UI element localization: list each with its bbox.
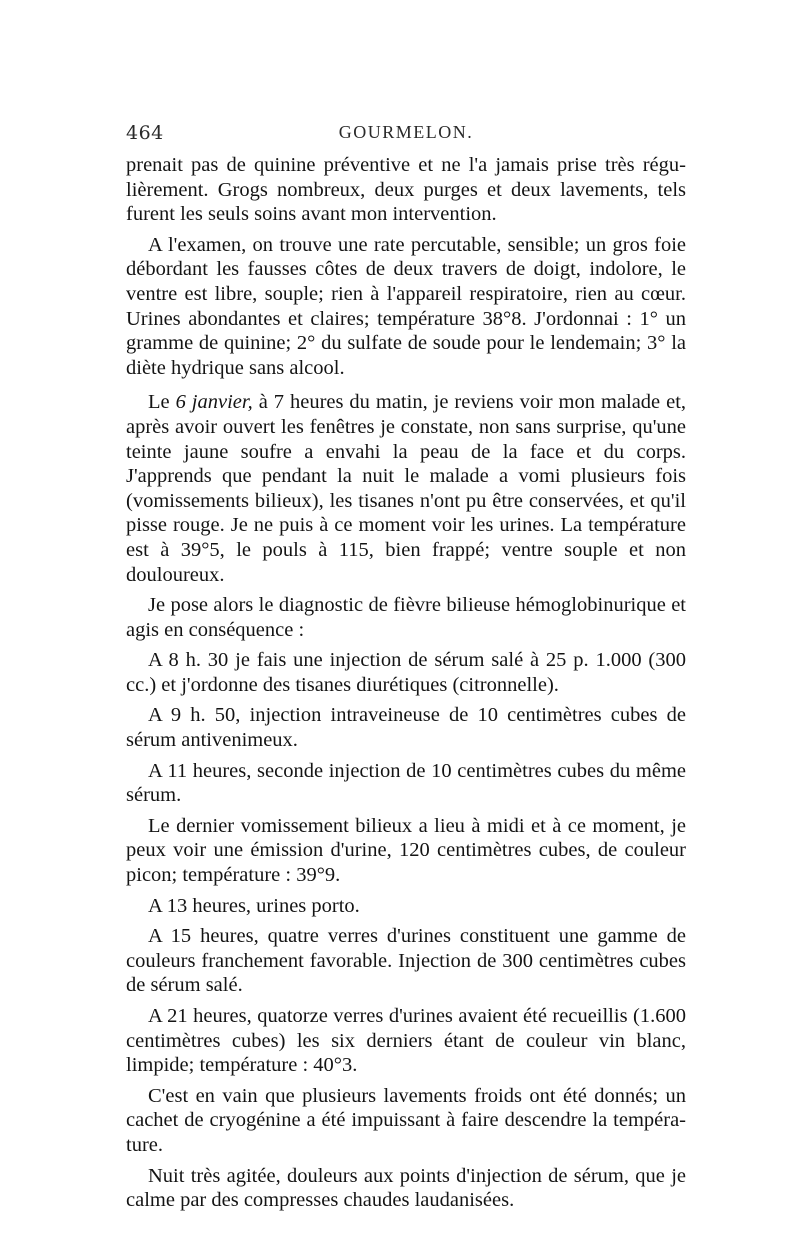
- date-italic: 6 janvier,: [175, 391, 253, 414]
- page-header: [126, 122, 686, 150]
- body-text: [126, 153, 686, 1219]
- paragraph-11h: A 11 heures, seconde injection de 10 centimètres cubes du même sérum.: [126, 759, 686, 807]
- date-prefix: Le: [148, 391, 176, 414]
- paragraph-midi: Le dernier vomissement bilieux a lieu à midi et à ce moment, je peux voir une émission d'urine, 120 centimètres cubes, de couleur picon; température : 39°9.: [126, 814, 686, 887]
- paragraph-13h: A 13 heures, urines porto.: [148, 894, 360, 917]
- paragraph-continued: prenait pas de quinine préventive et ne l'a jamais prise très régulièrement. Grogs nombreux, deux purges et deux lavements, tels furent les seuls soins avant mon intervention.: [126, 154, 686, 226]
- paragraph-21h: A 21 heures, quatorze verres d'urines avaient été recueillis (1.600 centimètres cubes) les six derniers étant de couleur vin blanc, limpide; température : 40°3.: [126, 1005, 686, 1077]
- paragraph-9h50: A 9 h. 50, injection intraveineuse de 10 centimètres cubes de sérum antivenimeux.: [126, 704, 686, 752]
- paragraph-examen: A l'examen, on trouve une rate percutable, sensible; un gros foie débordant les fausses côtes de deux travers de doigt, indolore, le ventre est libre, souple; rien à l'appareil respiratoire, rien au cœur. Urines abondantes et claires; température 38°8. J'ordonnai : 1° un gramme de quinine; 2° du sulfate de soude pour le lendemain; 3° la diète hydrique sans alcool.: [126, 233, 686, 379]
- paragraph-15h: A 15 heures, quatre verres d'urines constituent une gamme de couleurs franchement favorable. Injection de 300 centimètres cubes de sérum salé.: [126, 925, 686, 997]
- paragraph-nuit: Nuit très agitée, douleurs aux points d'injection de sérum, que je calme par des compresses chaudes laudanisées.: [126, 1164, 686, 1212]
- paragraph-6-janvier: [126, 390, 686, 587]
- paragraph-6-janvier-text: à 7 heures du matin, je reviens voir mon malade et, après avoir ouvert les fenêtres je constate, non sans surprise, qu'une teinte jaune soufre a envahi la peau de la face et du corps. J'apprends que pendant la nuit le malade a vomi plusieurs fois (vomissements bilieux), les tisanes n'ont pu être conservées, et qu'il pisse rouge. Je ne puis à ce moment voir les urines. La température est à 39°5, le pouls à 115, bien frappé; ventre souple et non douloureux.: [126, 391, 687, 586]
- page-number: 464: [126, 122, 164, 144]
- paragraph-8h30: A 8 h. 30 je fais une injection de sérum salé à 25 p. 1.000 (300 cc.) et j'ordonne des tisanes diurétiques (citronnelle).: [126, 649, 686, 696]
- paragraph-lavements: C'est en vain que plusieurs lavements froids ont été donnés; un cachet de cryogénine a été impuissant à faire descendre la température.: [126, 1084, 686, 1156]
- running-head: GOURMELON.: [338, 122, 474, 142]
- paragraph-diagnostic: Je pose alors le diagnostic de fièvre bilieuse hémoglobinurique et agis en conséquence :: [126, 594, 686, 641]
